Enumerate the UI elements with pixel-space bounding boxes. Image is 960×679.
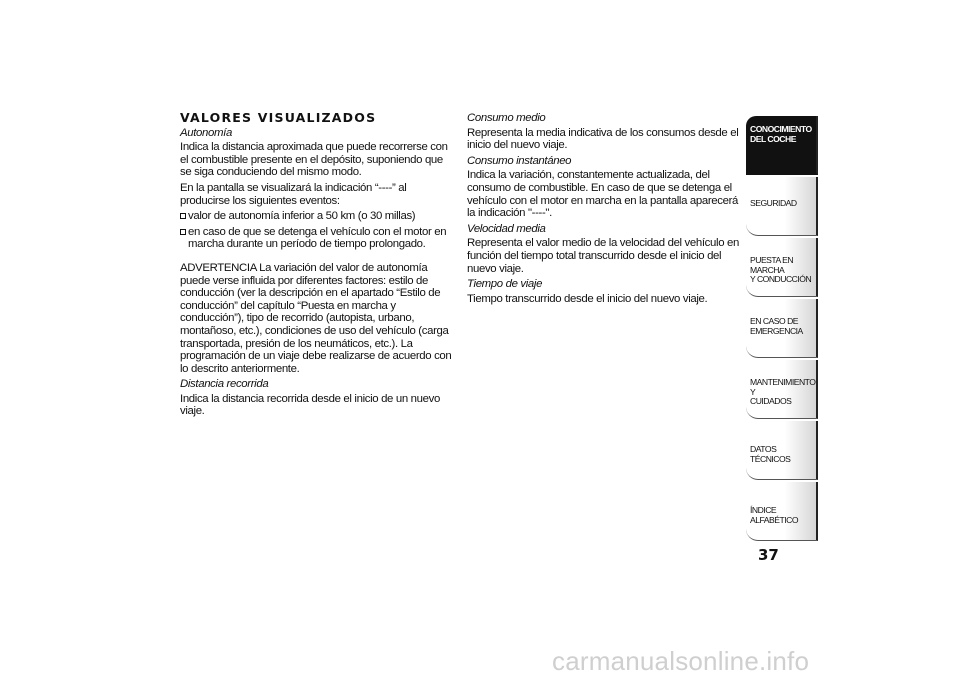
autonomia-paragraph-2: En la pantalla se visualizará la indicación “----” al producirse los siguientes eventos: [180, 181, 407, 207]
tab-label: CUIDADOS [750, 396, 792, 407]
consumo-instantaneo-heading: Consumo instantáneo [467, 154, 572, 167]
tab-label: DATOS TÉCNICOS [750, 444, 791, 464]
distancia-heading: Distancia recorrida [180, 378, 269, 391]
right-column [467, 112, 739, 308]
consumo-medio-heading: Consumo medio [467, 112, 546, 124]
tiempo-de-viaje-heading: Tiempo de viaje [467, 278, 543, 291]
bullet-item [180, 226, 454, 251]
tab-conocimiento-del-coche[interactable] [746, 116, 818, 175]
autonomia-paragraph-1: Indica la distancia aproximada que puede recorrerse con el combustible presente en el depósito, suponiendo que se siga conduciendo del mismo modo. [180, 141, 448, 179]
autonomia-heading: Autonomía [180, 126, 232, 139]
velocidad-media-heading: Velocidad media [467, 222, 546, 235]
tab-label: MANTENIMIENTO Y [750, 377, 816, 397]
bullet-text: en caso de que se detenga el vehículo con el motor en marcha durante un período de tiempo prolongado. [188, 225, 447, 251]
tab-mantenimiento-y-cuidados[interactable] [746, 360, 818, 419]
tab-puesta-en-marcha[interactable] [746, 238, 818, 297]
checkbox-bullet-icon [180, 229, 186, 235]
consumo-instantaneo-paragraph: Indica la variación, constantemente actualizada, del consumo de combustible. En caso de que se detenga el vehículo con el motor en marcha en la pantalla aparecerá la indicación "----". [467, 169, 739, 220]
tab-label: PUESTA EN MARCHA [750, 255, 794, 275]
tab-seguridad[interactable] [746, 177, 818, 236]
velocidad-media-paragraph: Representa el valor medio de la velocidad del vehículo en función del tiempo total transcurrido desde el inicio del nuevo viaje. [467, 237, 739, 275]
tab-label: SEGURIDAD [750, 198, 797, 208]
tiempo-de-viaje-paragraph: Tiempo transcurrido desde el inicio del nuevo viaje. [467, 292, 708, 305]
consumo-medio-paragraph: Representa la media indicativa de los consumos desde el inicio del nuevo viaje. [467, 126, 739, 152]
page-number: 37 [758, 546, 779, 564]
tab-indice-alfabetico[interactable] [746, 482, 818, 541]
distancia-paragraph: Indica la distancia recorrida desde el inicio de un nuevo viaje. [180, 392, 440, 418]
bullet-text: valor de autonomía inferior a 50 km (o 30 millas) [188, 210, 416, 223]
tab-label: CONOCIMIENTO [750, 124, 812, 134]
tab-label: EN CASO DE [750, 316, 799, 326]
tab-datos-tecnicos[interactable] [746, 421, 818, 480]
tab-label: DEL COCHE [750, 133, 796, 144]
watermark: carmanualsonline.info [552, 646, 810, 676]
bullet-item [180, 210, 454, 223]
left-column [180, 112, 454, 421]
tab-en-caso-de-emergencia[interactable] [746, 299, 818, 358]
tab-label: Y CONDUCCIÓN [750, 274, 812, 285]
tab-label: EMERGENCIA [750, 325, 803, 336]
chapter-tabs [746, 116, 818, 543]
advertencia-paragraph: ADVERTENCIA La variación del valor de autonomía puede verse influida por diferentes factores: estilo de conducción (ver la descripción en el apartado “Estilo de conducción” del capítulo “Puesta en marcha y conducción”), tipo de recorrido (autopista, urbano, montañoso, etc.), condiciones de uso del vehículo (carga transportada, presión de los neumáticos, etc.). La programación de un viaje debe realizarse de acuerdo con lo descrito anteriormente. [180, 261, 452, 375]
checkbox-bullet-icon [180, 213, 186, 219]
section-title: VALORES VISUALIZADOS [180, 110, 377, 125]
tab-label: ÍNDICE ALFABÉTICO [750, 505, 799, 525]
